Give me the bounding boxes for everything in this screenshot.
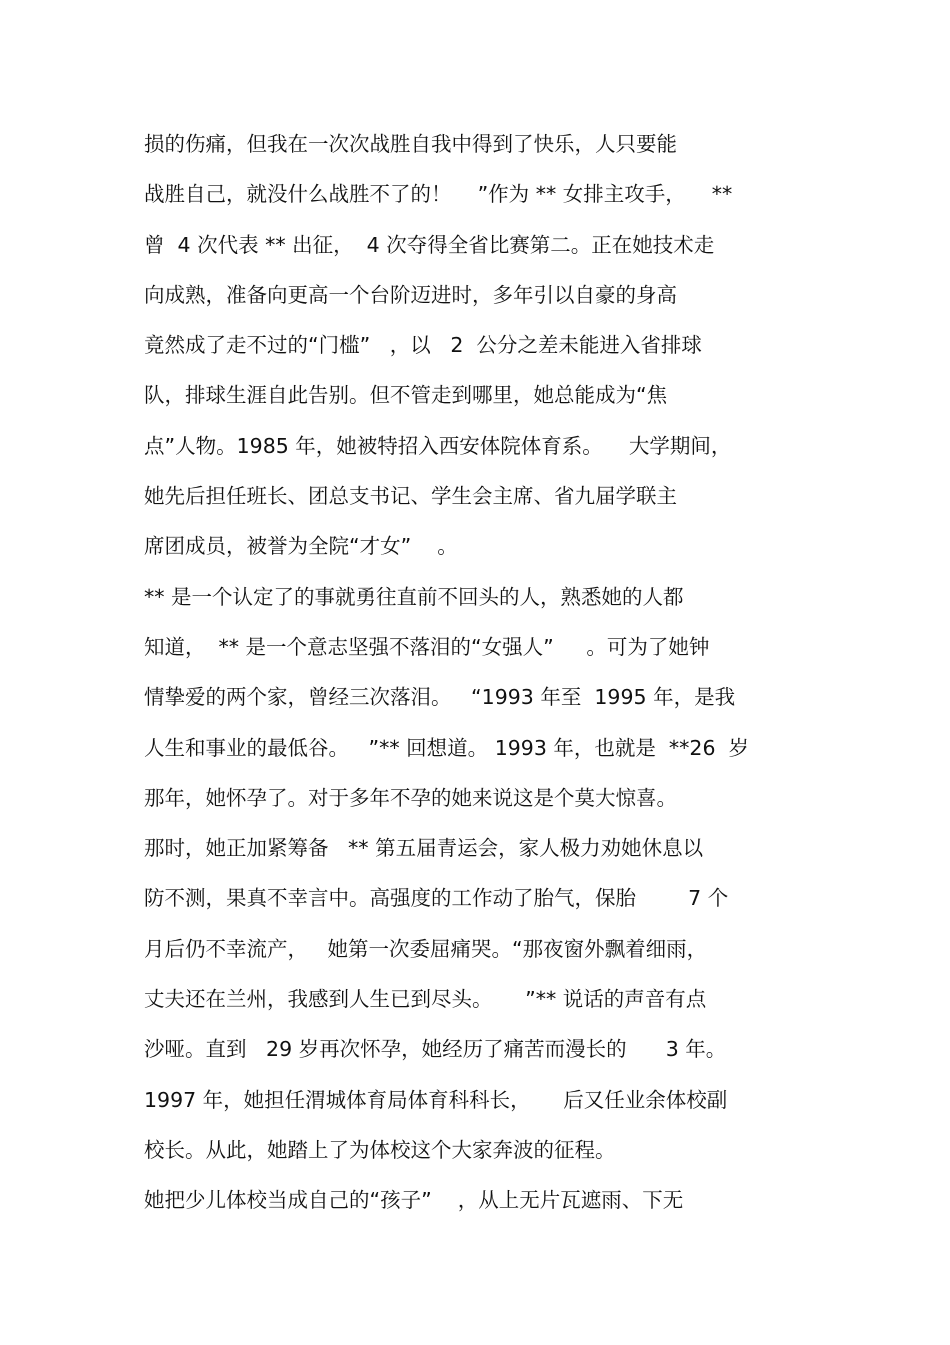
text-line: 丈夫还在兰州，我感到人生已到尽头。 ”** 说话的声音有点 <box>144 987 707 1012</box>
body-text <box>144 119 824 1226</box>
text-line: 战胜自己，就没什么战胜不了的！ ”作为 ** 女排主攻手， ** <box>144 182 733 207</box>
text-line: 沙哑。直到 29 岁再次怀孕，她经历了痛苦而漫长的 3 年。 <box>144 1037 727 1062</box>
text-line: 点”人物。1985 年，她被特招入西安体院体育系。 大学期间， <box>144 433 732 458</box>
text-line: 队，排球生涯自此告别。但不管走到哪里，她总能成为“焦 <box>144 383 668 408</box>
text-line: 她把少儿体校当成自己的“孩子” ，从上无片瓦遮雨、下无 <box>144 1188 684 1213</box>
text-line: 月后仍不幸流产， 她第一次委屈痛哭。“那夜窗外飘着细雨， <box>144 936 708 961</box>
text-line: 那时，她正加紧筹备 ** 第五届青运会，家人极力劝她休息以 <box>144 836 704 861</box>
text-line: 向成熟，准备向更高一个台阶迈进时，多年引以自豪的身高 <box>144 282 677 307</box>
text-line: 她先后担任班长、团总支书记、学生会主席、省九届学联主 <box>144 484 677 509</box>
text-line: 防不测，果真不幸言中。高强度的工作动了胎气，保胎 7 个 <box>144 886 729 911</box>
text-line: ** 是一个认定了的事就勇往直前不回头的人，熟悉她的人都 <box>144 584 684 609</box>
text-line: 情挚爱的两个家，曾经三次落泪。 “1993 年至 1995 年，是我 <box>144 685 736 710</box>
text-line: 知道， ** 是一个意志坚强不落泪的“女强人” 。可为了她钟 <box>144 634 710 659</box>
text-line: 竟然成了走不过的“门槛” ，以 2 公分之差未能进入省排球 <box>144 333 702 358</box>
text-line: 校长。从此，她踏上了为体校这个大家奔波的征程。 <box>144 1137 616 1162</box>
text-line: 人生和事业的最低谷。 ”** 回想道。 1993 年，也就是 **26 岁 <box>144 735 750 760</box>
text-line: 1997 年，她担任渭城体育局体育科科长， 后又任业余体校副 <box>144 1087 728 1112</box>
text-line: 损的伤痛，但我在一次次战胜自我中得到了快乐，人只要能 <box>144 132 677 156</box>
text-line: 曾 4 次代表 ** 出征， 4 次夺得全省比赛第二。正在她技术走 <box>144 232 715 257</box>
text-line: 那年，她怀孕了。对于多年不孕的她来说这是个莫大惊喜。 <box>144 785 677 810</box>
text-line: 席团成员，被誉为全院“才女” 。 <box>144 534 458 559</box>
